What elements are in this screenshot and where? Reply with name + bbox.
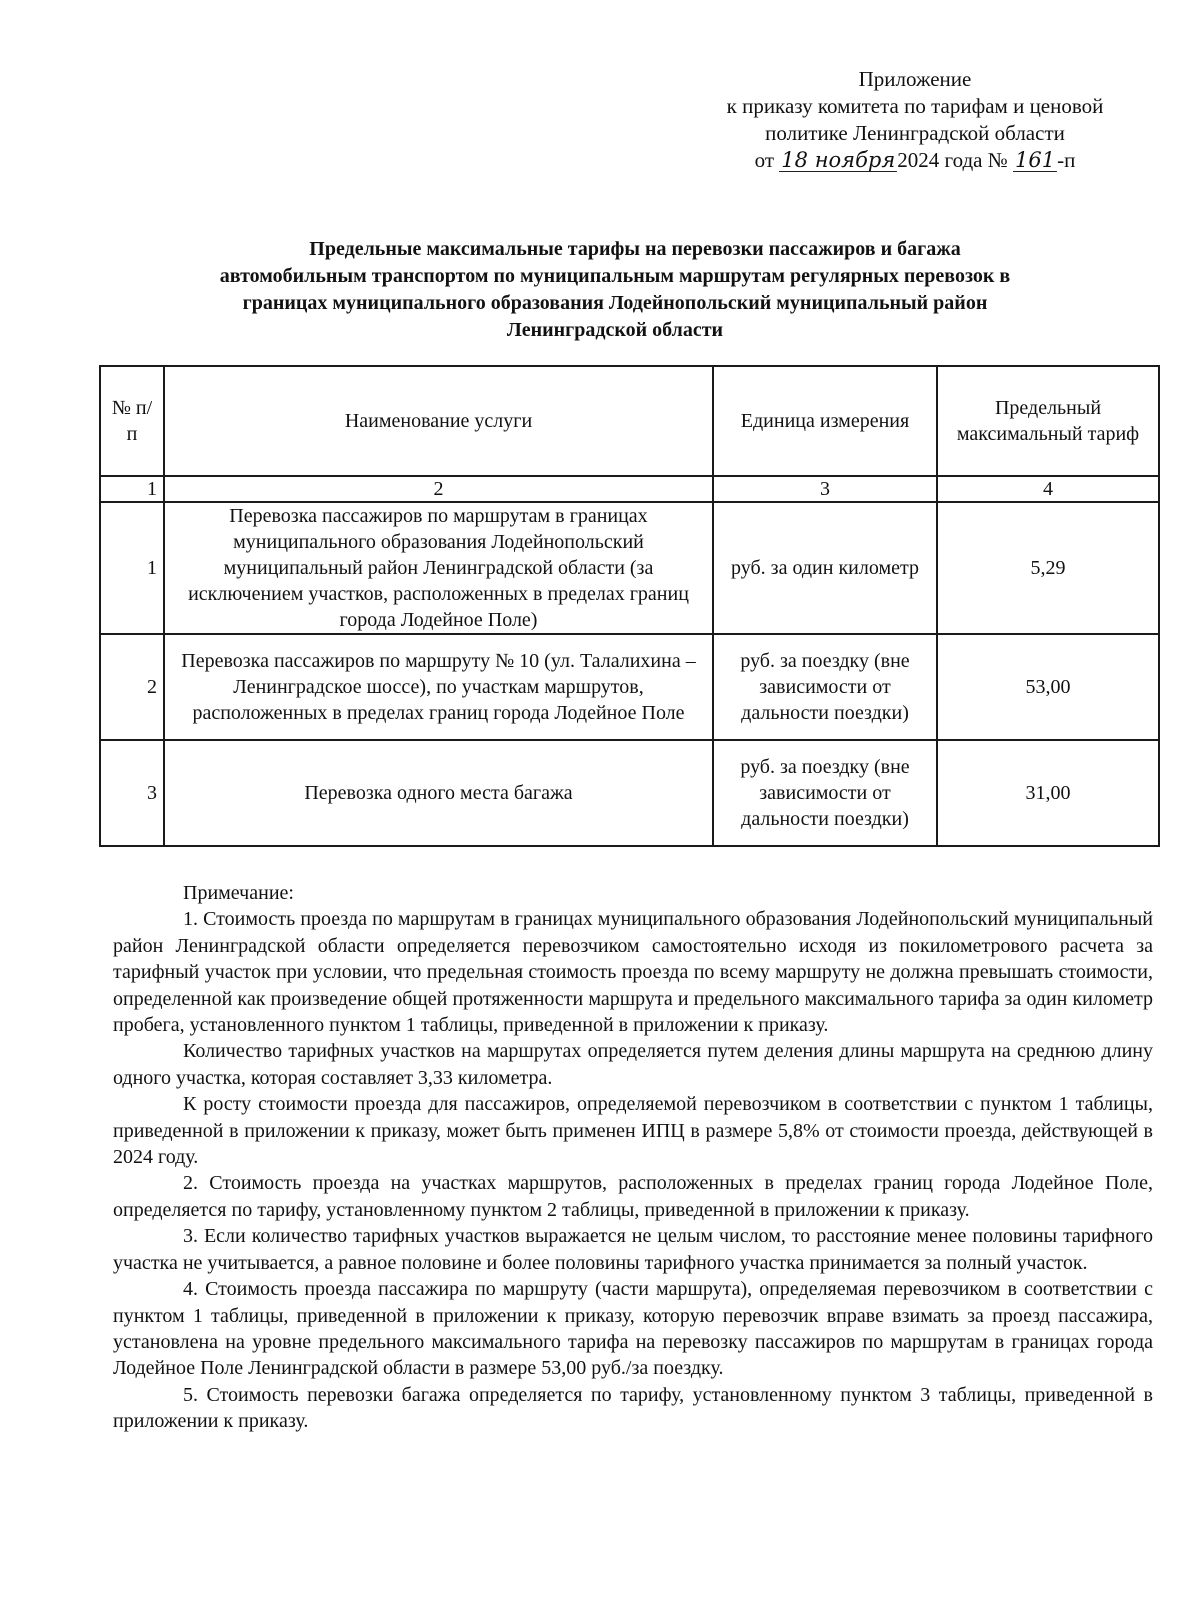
table-header-row <box>100 366 1159 476</box>
title-line2: автомобильным транспортом по муниципальным маршрутам регулярных перевозок в <box>219 265 1011 287</box>
column-number: 4 <box>937 476 1159 502</box>
header-tariff: Предельный максимальный тариф <box>937 366 1159 476</box>
title-line4: Ленинградской области <box>506 319 724 341</box>
table-row <box>100 740 1159 846</box>
appendix-line2: к приказу комитета по тарифам и ценовой <box>726 94 1104 118</box>
note-paragraph: 3. Если количество тарифных участков выражается не целым числом, то расстояние менее половины тарифного участка не учитывается, а равное половине и более половины тарифного участка принимается за полный участок. <box>113 1225 1153 1274</box>
note-paragraph: 4. Стоимость проезда пассажира по маршруту (части маршрута), определяемая перевозчиком в соответствии с пунктом 1 таблицы, приведенной в приложении к приказу, которую перевозчик вправе взимать за проезд пассажира, установлена на уровне предельного максимального тарифа на перевозку пассажиров по маршрутам в границах города Лодейное Поле Ленинградской области в размере 53,00 руб./за поездку. <box>113 1278 1153 1380</box>
row-tariff: 5,29 <box>937 502 1159 634</box>
appendix-block <box>680 66 1150 174</box>
row-service: Перевозка одного места багажа <box>164 740 713 846</box>
row-number: 2 <box>100 634 164 740</box>
tariffs-table <box>99 365 1160 847</box>
handwritten-date: 18 ноября <box>781 148 896 172</box>
row-unit: руб. за поездку (вне зависимости от дальности поездки) <box>713 740 937 846</box>
row-unit: руб. за поездку (вне зависимости от дальности поездки) <box>713 634 937 740</box>
note-paragraph: 5. Стоимость перевозки багажа определяется по тарифу, установленному пунктом 3 таблицы, приведенной в приложении к приказу. <box>113 1383 1153 1433</box>
title-line1: Предельные максимальные тарифы на перевозки пассажиров и багажа <box>309 238 961 260</box>
header-service: Наименование услуги <box>164 366 713 476</box>
table-row <box>100 502 1159 634</box>
notes-section <box>113 880 1153 1435</box>
date-prefix: от <box>754 148 775 172</box>
note-paragraph: Количество тарифных участков на маршрутах определяется путем деления длины маршрута на среднюю длину одного участка, которая составляет 3,33 километра. <box>113 1040 1153 1089</box>
table-row <box>100 634 1159 740</box>
note-paragraph: 1. Стоимость проезда по маршрутам в границах муниципального образования Лодейнопольский муниципальный район Ленинградской области определяется перевозчиком самостоятельно исходя из покилометрового расчета за тарифный участок при условии, что предельная стоимость проезда по всему маршруту не должна превышать стоимости, определенной как произведение общей протяженности маршрута и предельного максимального тарифа за один километр пробега, установленного пунктом 1 таблицы, приведенной в приложении к приказу. <box>113 908 1153 1037</box>
note-paragraph: 2. Стоимость проезда на участках маршрутов, расположенных в пределах границ города Лодейное Поле, определяется по тарифу, установленному пунктом 2 таблицы, приведенной в приложении к приказу. <box>113 1172 1153 1221</box>
document-title <box>120 236 1110 344</box>
row-service: Перевозка пассажиров по маршруту № 10 (ул. Талалихина – Ленинградское шоссе), по участкам маршрутов, расположенных в пределах границ города Лодейное Поле <box>164 634 713 740</box>
row-tariff: 31,00 <box>937 740 1159 846</box>
row-tariff: 53,00 <box>937 634 1159 740</box>
year-text: 2024 года № <box>897 148 1008 172</box>
note-paragraph: К росту стоимости проезда для пассажиров, определяемой перевозчиком в соответствии с пунктом 1 таблицы, приведенной в приложении к приказу, может быть применен ИПЦ в размере 5,8% от стоимости проезда, действующей в 2024 году. <box>113 1093 1153 1169</box>
row-number: 1 <box>100 502 164 634</box>
row-number: 3 <box>100 740 164 846</box>
row-service: Перевозка пассажиров по маршрутам в границах муниципального образования Лодейнопольский муниципальный район Ленинградской области (за исключением участков, расположенных в пределах границ города Лодейное Поле) <box>164 502 713 634</box>
row-unit: руб. за один километр <box>713 502 937 634</box>
handwritten-number: 161 <box>1015 148 1056 172</box>
header-number: № п/п <box>100 366 164 476</box>
appendix-line1: Приложение <box>858 67 972 91</box>
column-numbers-row <box>100 476 1159 502</box>
notes-title: Примечание: <box>183 882 294 904</box>
column-number: 2 <box>164 476 713 502</box>
header-unit: Единица измерения <box>713 366 937 476</box>
number-suffix: -п <box>1057 148 1076 172</box>
appendix-date-line <box>680 147 1150 174</box>
title-line3: границах муниципального образования Лодейнопольский муниципальный район <box>242 292 988 314</box>
column-number: 3 <box>713 476 937 502</box>
column-number: 1 <box>100 476 164 502</box>
appendix-line3: политике Ленинградской области <box>765 121 1065 145</box>
